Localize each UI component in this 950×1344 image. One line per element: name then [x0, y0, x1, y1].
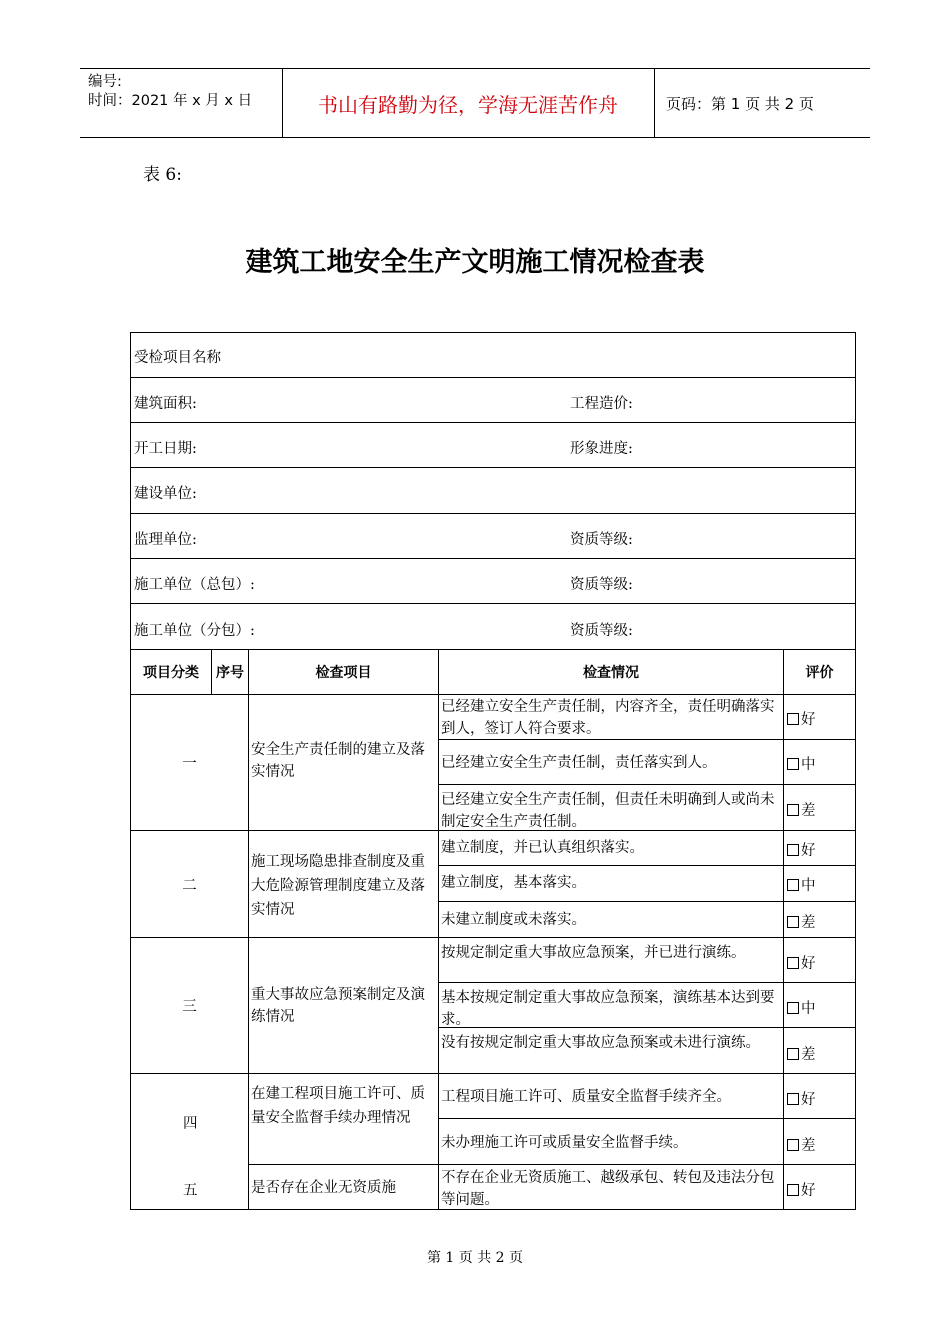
qualification-label: 资质等级:	[570, 532, 633, 548]
main-contractor-label: 施工单位（总包）:	[134, 577, 255, 593]
info-row	[130, 603, 856, 650]
rating-cell	[783, 694, 856, 740]
qualification-label: 资质等级:	[570, 623, 633, 639]
category-number: 二	[182, 877, 197, 894]
start-date-label: 开工日期:	[134, 441, 197, 457]
rating-checkbox[interactable]	[787, 1093, 799, 1105]
situation-text: 已经建立安全生产责任制，内容齐全，责任明确落实到人，签订人符合要求。	[441, 699, 775, 737]
check-item-cell	[248, 937, 439, 1074]
rating-cell	[783, 830, 856, 866]
situation-cell	[438, 937, 784, 983]
header-page-info: 页码：第 1 页 共 2 页	[666, 94, 814, 113]
rating-checkbox[interactable]	[787, 1184, 799, 1196]
rating-label: 好	[801, 843, 816, 859]
rating-checkbox[interactable]	[787, 1002, 799, 1014]
rating-label: 好	[801, 1092, 816, 1108]
situation-text: 没有按规定制定重大事故应急预案或未进行演练。	[441, 1035, 760, 1051]
check-item-text: 重大事故应急预案制定及演练情况	[251, 987, 425, 1025]
situation-text: 已经建立安全生产责任制，但责任未明确到人或尚未制定安全生产责任制。	[441, 792, 775, 830]
situation-text: 建立制度，基本落实。	[441, 875, 586, 891]
situation-text: 未建立制度或未落实。	[441, 912, 586, 928]
project-name-label: 受检项目名称	[134, 350, 221, 366]
rating-checkbox[interactable]	[787, 957, 799, 969]
rating-cell	[783, 784, 856, 831]
info-row	[130, 332, 856, 378]
check-item-text: 在建工程项目施工许可、质量安全监督手续办理情况	[251, 1086, 425, 1126]
situation-cell	[438, 865, 784, 902]
progress-label: 形象进度:	[570, 441, 633, 457]
column-header-rating: 评价	[783, 649, 856, 695]
rating-label: 差	[801, 915, 816, 931]
category-cell	[130, 937, 249, 1074]
rating-checkbox[interactable]	[787, 713, 799, 725]
situation-text: 已经建立安全生产责任制，责任落实到人。	[441, 755, 717, 771]
category-number: 三	[182, 999, 197, 1015]
rating-cell	[783, 982, 856, 1028]
rating-label: 好	[801, 712, 816, 728]
category-number: 五	[183, 1183, 198, 1199]
rating-cell	[783, 1027, 856, 1074]
rating-label: 中	[801, 878, 816, 894]
rating-cell	[783, 739, 856, 785]
rating-cell	[783, 937, 856, 983]
situation-cell	[438, 1027, 784, 1074]
check-item-text: 安全生产责任制的建立及落实情况	[251, 742, 425, 780]
situation-text: 工程项目施工许可、质量安全监督手续齐全。	[441, 1089, 731, 1105]
rating-label: 中	[801, 757, 816, 773]
column-header-category: 项目分类	[130, 649, 212, 695]
area-label: 建筑面积:	[134, 396, 197, 412]
info-row	[130, 377, 856, 423]
check-item-cell	[248, 1073, 439, 1165]
rating-label: 中	[801, 1001, 816, 1017]
rating-cell	[783, 1164, 856, 1210]
rating-checkbox[interactable]	[787, 758, 799, 770]
check-item-cell	[248, 830, 439, 938]
info-row	[130, 467, 856, 514]
category-cell	[130, 694, 249, 831]
qualification-label: 资质等级:	[570, 577, 633, 593]
situation-cell	[438, 739, 784, 785]
rating-label: 好	[801, 956, 816, 972]
situation-cell	[438, 1118, 784, 1165]
cost-label: 工程造价:	[570, 396, 633, 412]
check-item-text: 是否存在企业无资质施	[251, 1180, 396, 1196]
rating-cell	[783, 1073, 856, 1119]
category-cell	[130, 1073, 249, 1210]
rating-checkbox[interactable]	[787, 879, 799, 891]
column-header-item: 检查项目	[248, 649, 439, 695]
category-cell	[130, 830, 249, 938]
situation-text: 未办理施工许可或质量安全监督手续。	[441, 1135, 688, 1151]
rating-label: 好	[801, 1183, 816, 1199]
situation-cell	[438, 830, 784, 866]
situation-cell	[438, 982, 784, 1028]
info-row	[130, 513, 856, 559]
rating-label: 差	[801, 1138, 816, 1154]
column-header-seq: 序号	[211, 649, 249, 695]
situation-text: 不存在企业无资质施工、越级承包、转包及违法分包等问题。	[441, 1170, 775, 1208]
rating-label: 差	[801, 1047, 816, 1063]
rating-label: 差	[801, 803, 816, 819]
page-header	[80, 68, 870, 138]
document-date: 时间：2021 年 x 月 x 日	[88, 93, 253, 109]
info-row	[130, 558, 856, 604]
document-number: 编号:	[88, 74, 122, 90]
sub-contractor-label: 施工单位（分包）:	[134, 623, 255, 639]
info-row	[130, 422, 856, 468]
check-item-text: 施工现场隐患排查制度及重大危险源管理制度建立及落实情况	[251, 854, 425, 918]
situation-text: 按规定制定重大事故应急预案，并已进行演练。	[441, 945, 746, 961]
supervisor-label: 监理单位:	[134, 532, 197, 548]
rating-checkbox[interactable]	[787, 916, 799, 928]
situation-text: 基本按规定制定重大事故应急预案，演练基本达到要求。	[441, 990, 775, 1028]
rating-checkbox[interactable]	[787, 1048, 799, 1060]
column-header-situation: 检查情况	[438, 649, 784, 695]
rating-cell	[783, 901, 856, 938]
situation-cell	[438, 1164, 784, 1210]
situation-text: 建立制度，并已认真组织落实。	[441, 840, 644, 856]
table-label: 表 6:	[143, 165, 182, 185]
rating-checkbox[interactable]	[787, 1139, 799, 1151]
builder-label: 建设单位:	[134, 486, 197, 502]
header-meta	[88, 73, 252, 111]
rating-cell	[783, 1118, 856, 1165]
situation-cell	[438, 901, 784, 938]
category-number: 四	[183, 1116, 198, 1132]
situation-cell	[438, 784, 784, 831]
check-item-cell	[248, 694, 439, 831]
situation-cell	[438, 1073, 784, 1119]
rating-checkbox[interactable]	[787, 844, 799, 856]
header-divider	[654, 69, 655, 137]
category-number: 一	[182, 756, 197, 772]
rating-cell	[783, 865, 856, 902]
rating-checkbox[interactable]	[787, 804, 799, 816]
page-title: 建筑工地安全生产文明施工情况检查表	[245, 247, 705, 278]
page-footer: 第 1 页 共 2 页	[426, 1250, 524, 1266]
header-motto: 书山有路勤为径，学海无涯苦作舟	[318, 92, 618, 117]
situation-cell	[438, 694, 784, 740]
check-item-cell	[248, 1164, 439, 1210]
